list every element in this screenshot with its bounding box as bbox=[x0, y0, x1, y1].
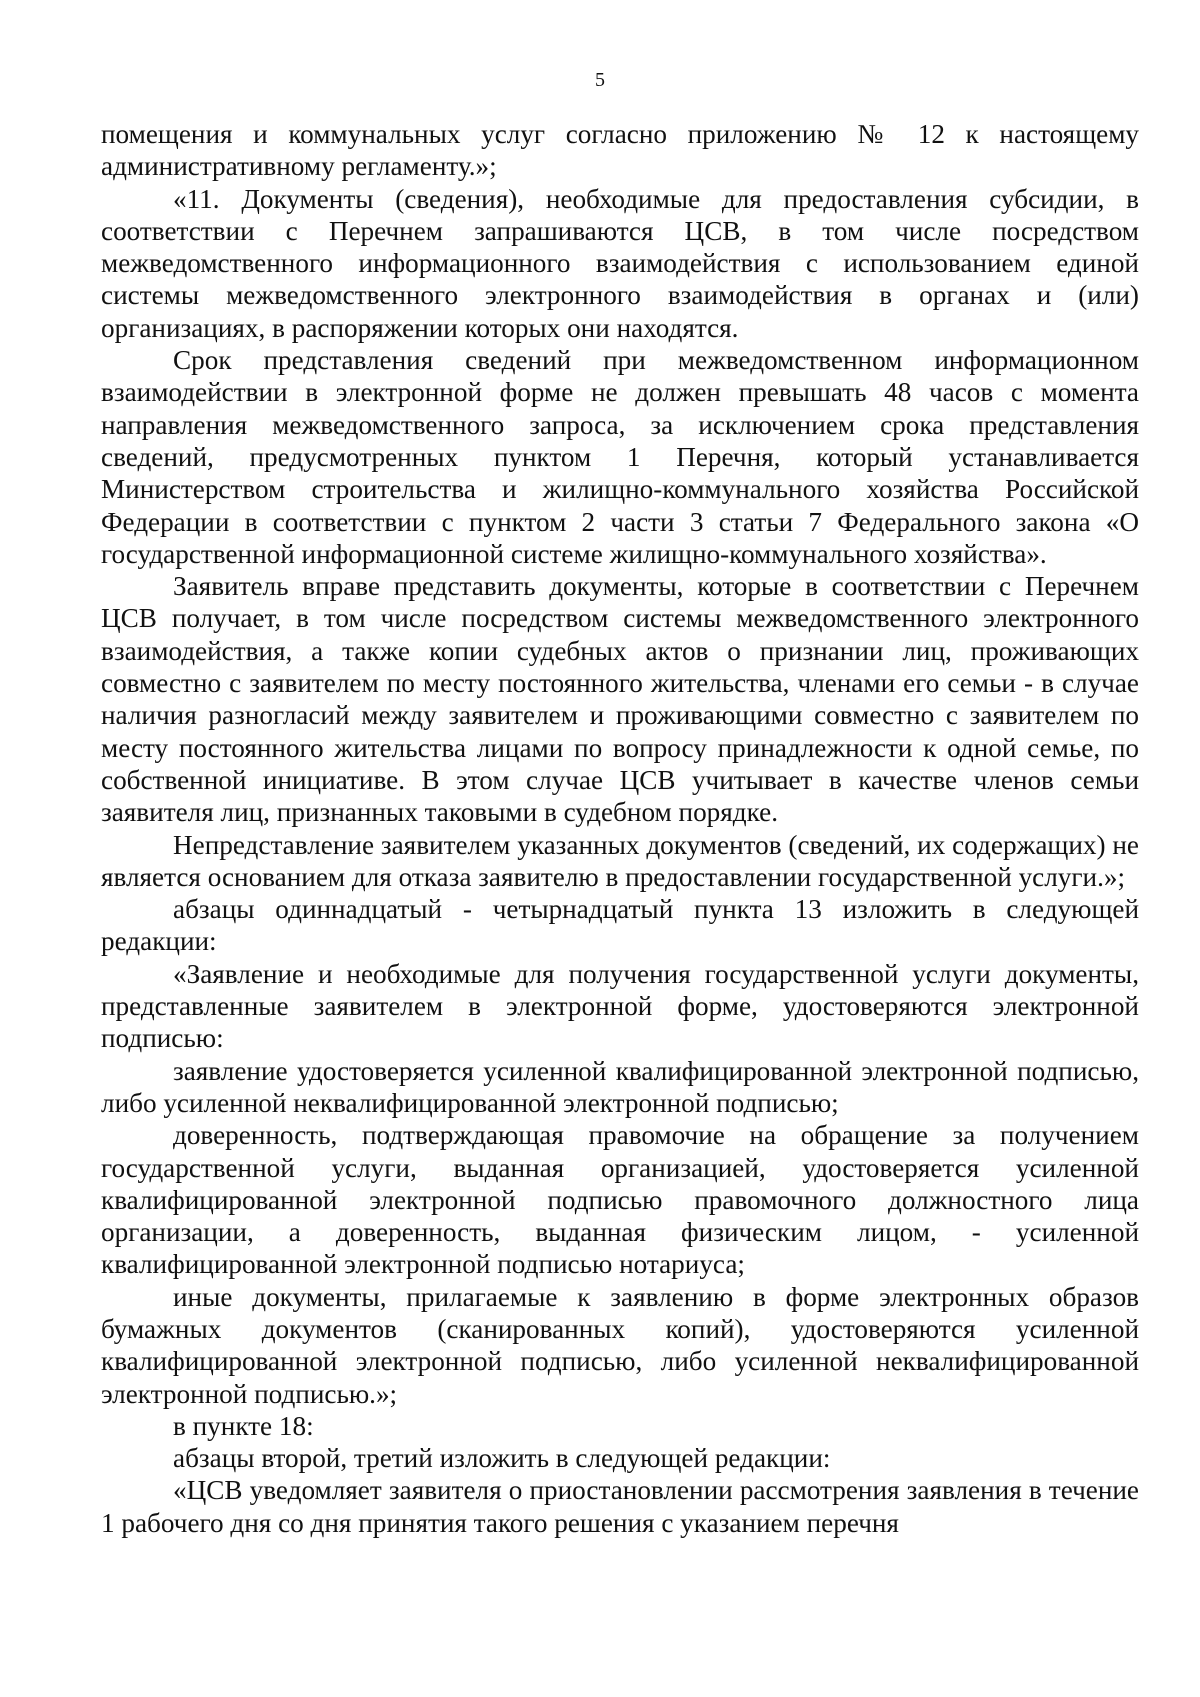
paragraph-applicant-right: Заявитель вправе представить документы, которые в соответствии с Перечнем ЦСВ получает, в том числе посредством системы межведомственного электронного взаимодействия, а также копии судебных актов о признании лиц, проживающих совместно с заявителем по месту постоянного жительства, членами его семьи - в случае наличия разногласий между заявителем и проживающими совместно с заявителем по месту постоянного жительства лицами по вопросу принадлежности к одной семье, по собственной инициативе. В этом случае ЦСВ учитывает в качестве членов семьи заявителя лиц, признанных таковыми в судебном порядке. bbox=[101, 571, 1139, 828]
paragraph-suspension-notice: «ЦСВ уведомляет заявителя о приостановлении рассмотрения заявления в течение 1 рабочего дня со дня принятия такого решения с указанием перечня bbox=[101, 1475, 1139, 1538]
paragraph-deadline: Срок представления сведений при межведомственном информационном взаимодействии в электронной форме не должен превышать 48 часов с момента направления межведомственного запроса, за исключением срока представления сведений, предусмотренных пунктом 1 Перечня, который устанавливается Министерством строительства и жилищно-коммунального хозяйства Российской Федерации в соответствии с пунктом 2 части 3 статьи 7 Федерального закона «О государственной информационной системе жилищно-коммунального хозяйства». bbox=[101, 345, 1139, 569]
paragraph-application-signature: «Заявление и необходимые для получения государственной услуги документы, представленные заявителем в электронной форме, удостоверяются электронной подписью: bbox=[101, 958, 1139, 1054]
paragraph-other-documents: иные документы, прилагаемые к заявлению в форме электронных образов бумажных документов (сканированных копий), удостоверяются усиленной квалифицированной электронной подписью, либо усиленной неквалифицированной электронной подписью.»; bbox=[101, 1281, 1139, 1409]
paragraph-amendment-item-18: абзацы второй, третий изложить в следующей редакции: bbox=[173, 1443, 831, 1474]
page-number: 5 bbox=[595, 69, 605, 91]
paragraph-power-of-attorney: доверенность, подтверждающая правомочие на обращение за получением государственной услуги, выданная организацией, удостоверяется усиленной квалифицированной электронной подписью правомочного должностного лица организации, а доверенность, выданная физическим лицом, - усиленной квалифицированной электронной подписью нотариуса; bbox=[101, 1120, 1139, 1280]
paragraph-amendment-item-13: абзацы одиннадцатый - четырнадцатый пункта 13 изложить в следующей редакции: bbox=[101, 894, 1139, 957]
paragraph-item-18: в пункте 18: bbox=[173, 1410, 314, 1441]
document-body bbox=[101, 118, 1139, 1539]
paragraph-item-11: «11. Документы (сведения), необходимые для предоставления субсидии, в соответствии с Перечнем запрашиваются ЦСВ, в том числе посредством межведомственного информационного взаимодействия с использованием единой системы межведомственного электронного взаимодействия в органах и (или) организациях, в распоряжении которых они находятся. bbox=[101, 183, 1139, 343]
paragraph-continuation: помещения и коммунальных услуг согласно приложению № 12 к настоящему административному регламенту.»; bbox=[101, 119, 1139, 182]
paragraph-application-signed: заявление удостоверяется усиленной квалифицированной электронной подписью, либо усиленной неквалифицированной электронной подписью; bbox=[101, 1055, 1139, 1118]
paragraph-non-submission: Непредставление заявителем указанных документов (сведений, их содержащих) не является основанием для отказа заявителю в предоставлении государственной услуги.»; bbox=[101, 829, 1139, 892]
